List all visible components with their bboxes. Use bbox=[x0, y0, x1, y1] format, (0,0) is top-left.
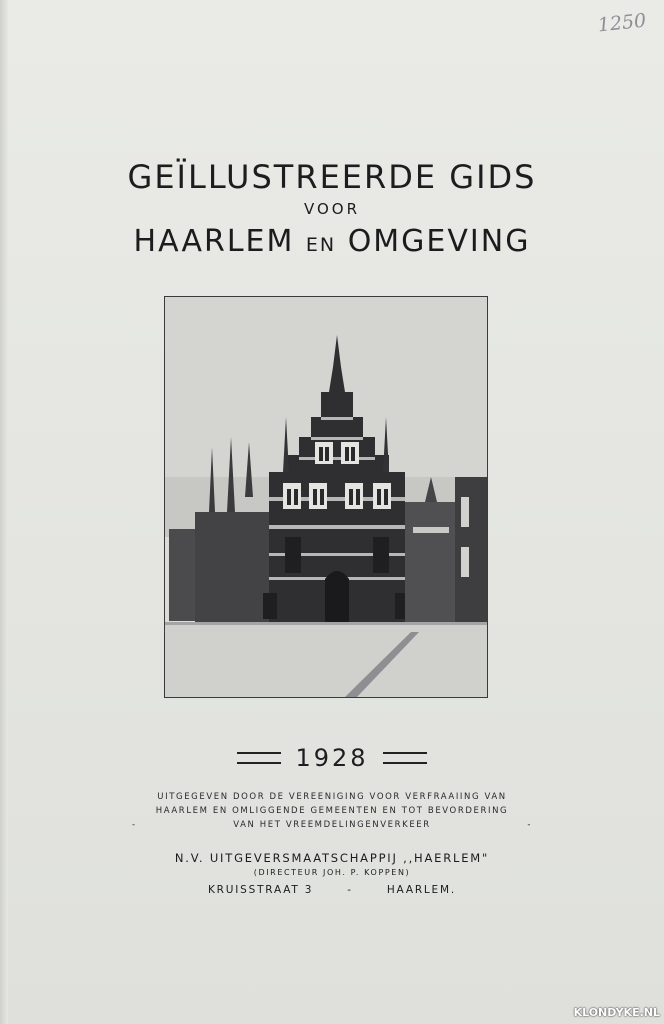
title-voor: VOOR bbox=[303, 200, 361, 218]
publisher-line-3-row bbox=[132, 818, 532, 832]
printer-block bbox=[0, 850, 664, 898]
title-omgeving: OMGEVING bbox=[347, 224, 531, 259]
printer-street: KRUISSTRAAT 3 bbox=[208, 884, 314, 896]
double-rule-left bbox=[237, 752, 281, 764]
printer-address-dash: - bbox=[347, 884, 353, 896]
publisher-dash-right: - bbox=[527, 820, 532, 830]
title-line-3 bbox=[0, 224, 664, 263]
year-row bbox=[0, 738, 664, 778]
title-block bbox=[0, 158, 664, 263]
publisher-line-2: HAARLEM EN OMLIGGENDE GEMEENTEN EN TOT BEVORDERING bbox=[155, 806, 509, 816]
publisher-dash-left: - bbox=[132, 820, 137, 830]
title-haarlem: HAARLEM bbox=[133, 224, 295, 259]
title-line-1: GEÏLLUSTREERDE GIDS bbox=[127, 158, 537, 196]
printer-address bbox=[0, 882, 664, 898]
double-rule-right bbox=[383, 752, 427, 764]
cover-photo bbox=[164, 296, 488, 698]
printer-director: (DIRECTEUR JOH. P. KOPPEN) bbox=[253, 868, 411, 877]
publisher-line-3: VAN HET VREEMDELINGENVERKEER bbox=[233, 820, 431, 830]
vleeshal-building-icon bbox=[165, 297, 487, 697]
handwritten-price-note: 1250 bbox=[596, 9, 648, 37]
publisher-block bbox=[0, 790, 664, 832]
publisher-line-1: UITGEGEVEN DOOR DE VEREENIGING VOOR VERFRAAIING VAN bbox=[157, 792, 507, 802]
publication-year: 1928 bbox=[295, 744, 369, 772]
printer-city: HAARLEM. bbox=[386, 884, 456, 896]
watermark-logo: KLONDYKE.NL bbox=[573, 1006, 660, 1019]
title-en: EN bbox=[305, 234, 337, 256]
printer-name: N.V. UITGEVERSMAATSCHAPPIJ ,,HAERLEM" bbox=[174, 851, 490, 865]
